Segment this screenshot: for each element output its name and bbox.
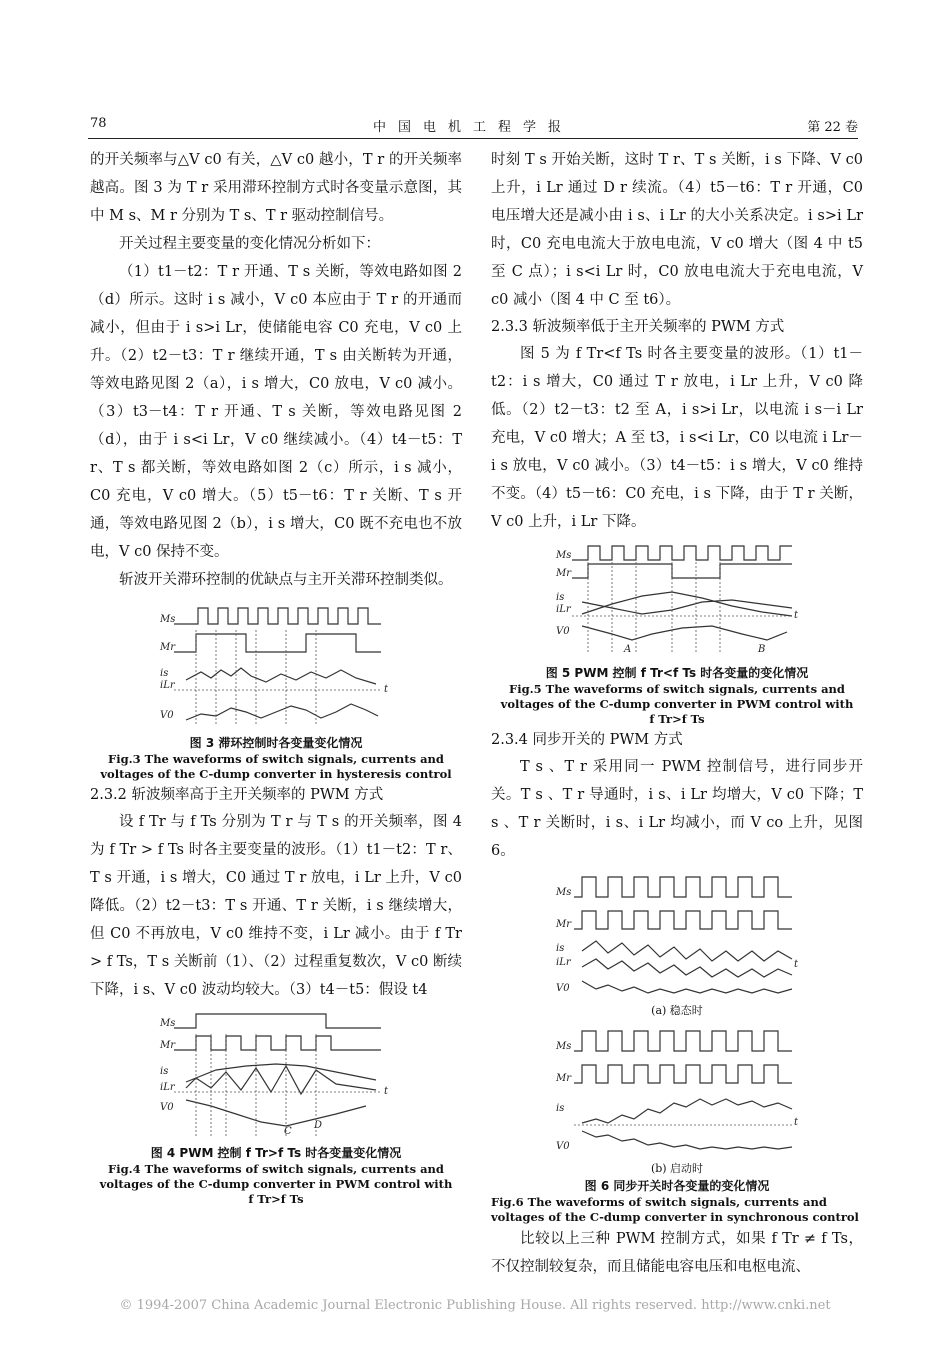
figure-4-caption-en: Fig.4 The waveforms of switch signals, currents and [108,1162,444,1176]
svg-text:Ms: Ms [556,550,572,561]
section-heading: 2.3.4 同步开关的 PWM 方式 [491,732,683,748]
section-heading: 2.3.2 斩波频率高于主开关频率的 PWM 方式 [90,787,384,803]
svg-text:V0: V0 [160,1102,174,1113]
paragraph: 时刻 T s 开始关断，这时 T r、T s 关断，i s 下降、V c0 上升，i Lr 通过 D r 续流。（4）t5－t6：T r 开通，C0 电压增大还是减小由 i s、i Lr 的大小关系决定。i s>i Lr 时，C0 充电电流大于放电电流，V c0 增大（图 4 中 t5 至 C 点）；i s<i Lr 时，C0 放电电流大于充电电流，V c0 减小（图 4 中 C 至 t6）。 [491,152,863,308]
figure-6b-waveforms [552,1025,802,1157]
svg-text:V0: V0 [556,626,570,637]
svg-text:D: D [314,1120,323,1131]
volume-label: 第 22 卷 [807,120,858,135]
figure-6b [491,1025,863,1157]
figure-6a-waveforms [552,871,802,999]
svg-text:is: is [160,1066,169,1077]
svg-text:Mr: Mr [556,919,572,930]
svg-text:B: B [758,644,766,655]
figure-6b-label: (b) 启动时 [650,1162,704,1175]
left-column [90,146,462,1207]
svg-text:iLr: iLr [556,604,571,615]
paragraph: 比较以上三种 PWM 控制方式，如果 f Tr ≠ f Ts，不仅控制较复杂，而且储能电容电压和电枢电流、 [491,1231,863,1275]
paragraph: 设 f Tr 与 f Ts 分别为 T r 与 T s 的开关频率，图 4 为 f Tr > f Ts 时各主要变量的波形。（1）t1－t2：T r、T s 开通，i s 增大，C0 通过 T r 放电，i Lr 上升，V c0 降低。（2）t2－t3：T s 开通、T r 关断，i s 继续增大，但 C0 不再放电，V c0 维持不变，i Lr 减小。由于 f Tr > f Ts，T s 关断前（1）、（2）过程重复数次，V c0 断续下降，i s、V c0 波动均较大。（3）t4－t5：假设 t4 [90,814,462,998]
svg-text:Mr: Mr [160,642,176,653]
svg-text:V0: V0 [556,983,570,994]
svg-text:A: A [624,644,632,655]
svg-text:C: C [284,1126,292,1137]
svg-text:t: t [794,1117,799,1128]
svg-text:is: is [556,1103,565,1114]
svg-text:is: is [160,668,169,679]
journal-title: 中国电机工程学报 [372,120,573,135]
svg-text:Ms: Ms [556,887,572,898]
figure-4-caption-cn: 图 4 PWM 控制 f Tr>f Ts 时各变量变化情况 [150,1146,402,1160]
figure-3-caption-en: voltages of the C-dump converter in hysteresis control [100,767,452,781]
svg-text:t: t [794,959,799,970]
page-number: 78 [90,116,107,131]
figure-4 [90,1010,462,1140]
paragraph: T s 、T r 采用同一 PWM 控制信号，进行同步开关。T s 、T r 导通时，i s、i Lr 均增大，V c0 下降；T s 、T r 关断时，i s、i Lr 均减小，而 V co 上升，见图 6。 [491,759,863,859]
svg-text:V0: V0 [556,1141,570,1152]
svg-text:iLr: iLr [556,957,571,968]
header-rule [88,138,858,139]
svg-text:Ms: Ms [160,614,176,625]
paragraph: 图 5 为 f Tr<f Ts 时各主要变量的波形。（1）t1－t2：i s 增大，C0 通过 T r 放电，i Lr 上升，V c0 降低。（2）t2－t3：t2 至 A，i s>i Lr，以电流 i s－i Lr 充电，V c0 增大；A 至 t3，i s<i Lr，C0 以电流 i Lr－i s 放电，V c0 减小。（3）t4－t5：i s 增大，V c0 维持不变。（4）t5－t6：C0 充电，i s 下降，由于 T r 关断，V c0 上升，i Lr 下降。 [491,346,863,530]
figure-6-caption-cn: 图 6 同步开关时各变量的变化情况 [584,1179,770,1193]
figure-6a-label: (a) 稳态时 [651,1004,703,1017]
svg-text:Mr: Mr [556,1073,572,1084]
figure-4-waveforms [156,1010,396,1140]
svg-text:t: t [794,610,799,621]
svg-text:V0: V0 [160,710,174,721]
section-heading: 2.3.3 斩波频率低于主开关频率的 PWM 方式 [491,319,785,335]
svg-text:Mr: Mr [160,1040,176,1051]
svg-text:Ms: Ms [160,1018,176,1029]
svg-text:Mr: Mr [556,568,572,579]
svg-text:iLr: iLr [160,1082,175,1093]
figure-3-waveforms [156,600,396,730]
figure-5-waveforms [552,542,802,660]
paragraph: （1）t1－t2：T r 开通、T s 关断，等效电路如图 2（d）所示。这时 i s 减小，V c0 本应由于 T r 的开通而减小，但由于 i s>i Lr，使储能电容 C0 充电，V c0 上升。（2）t2－t3：T r 继续开通，T s 由关断转为开通，等效电路见图 2（a），i s 增大，C0 放电，V c0 减小。（3）t3－t4：T r 开通、T s 关断，等效电路见图 2（d），由于 i s<i Lr，V c0 继续减小。（4）t4－t5：T r、T s 都关断，等效电路如图 2（c）所示，i s 减小，C0 充电，V c0 增大。（5）t5－t6：T r 关断、T s 开通，等效电路见图 2（b），i s 增大，C0 既不充电也不放电，V c0 保持不变。 [90,264,462,560]
figure-4-caption-en: voltages of the C-dump converter in PWM control with [99,1177,453,1191]
paragraph: 开关过程主要变量的变化情况分析如下： [119,236,380,252]
running-header [88,114,858,138]
figure-5-caption-cn: 图 5 PWM 控制 f Tr<f Ts 时各变量的变化情况 [545,666,809,680]
figure-5 [491,542,863,660]
copyright-footer: © 1994-2007 China Academic Journal Electronic Publishing House. All rights reserved. http://www.cnki.net [119,1298,831,1313]
svg-text:is: is [556,592,565,603]
svg-text:Ms: Ms [556,1041,572,1052]
figure-5-caption-en: voltages of the C-dump converter in PWM control with [500,697,854,711]
figure-5-caption-en: f Tr>f Ts [649,712,705,726]
figure-3-caption-cn: 图 3 滞环控制时各变量变化情况 [189,736,363,750]
figure-4-caption-en: f Tr>f Ts [248,1192,304,1206]
figure-6-caption-en: voltages of the C-dump converter in synchronous control [491,1210,859,1224]
figure-3 [90,600,462,730]
figure-6a [491,871,863,999]
paragraph: 的开关频率与△V c0 有关，△V c0 越小，T r 的开关频率越高。图 3 为 T r 采用滞环控制方式时各变量示意图，其中 M s、M r 分别为 T s、T r 驱动控制信号。 [90,152,462,224]
paragraph: 斩波开关滞环控制的优缺点与主开关滞环控制类似。 [119,572,453,588]
right-column [491,146,863,1281]
svg-text:t: t [384,684,389,695]
figure-6-caption-en: Fig.6 The waveforms of switch signals, currents and [491,1195,827,1209]
svg-text:t: t [384,1086,389,1097]
figure-3-caption-en: Fig.3 The waveforms of switch signals, currents and [108,752,444,766]
svg-text:is: is [556,943,565,954]
figure-5-caption-en: Fig.5 The waveforms of switch signals, currents and [509,682,845,696]
svg-text:iLr: iLr [160,680,175,691]
